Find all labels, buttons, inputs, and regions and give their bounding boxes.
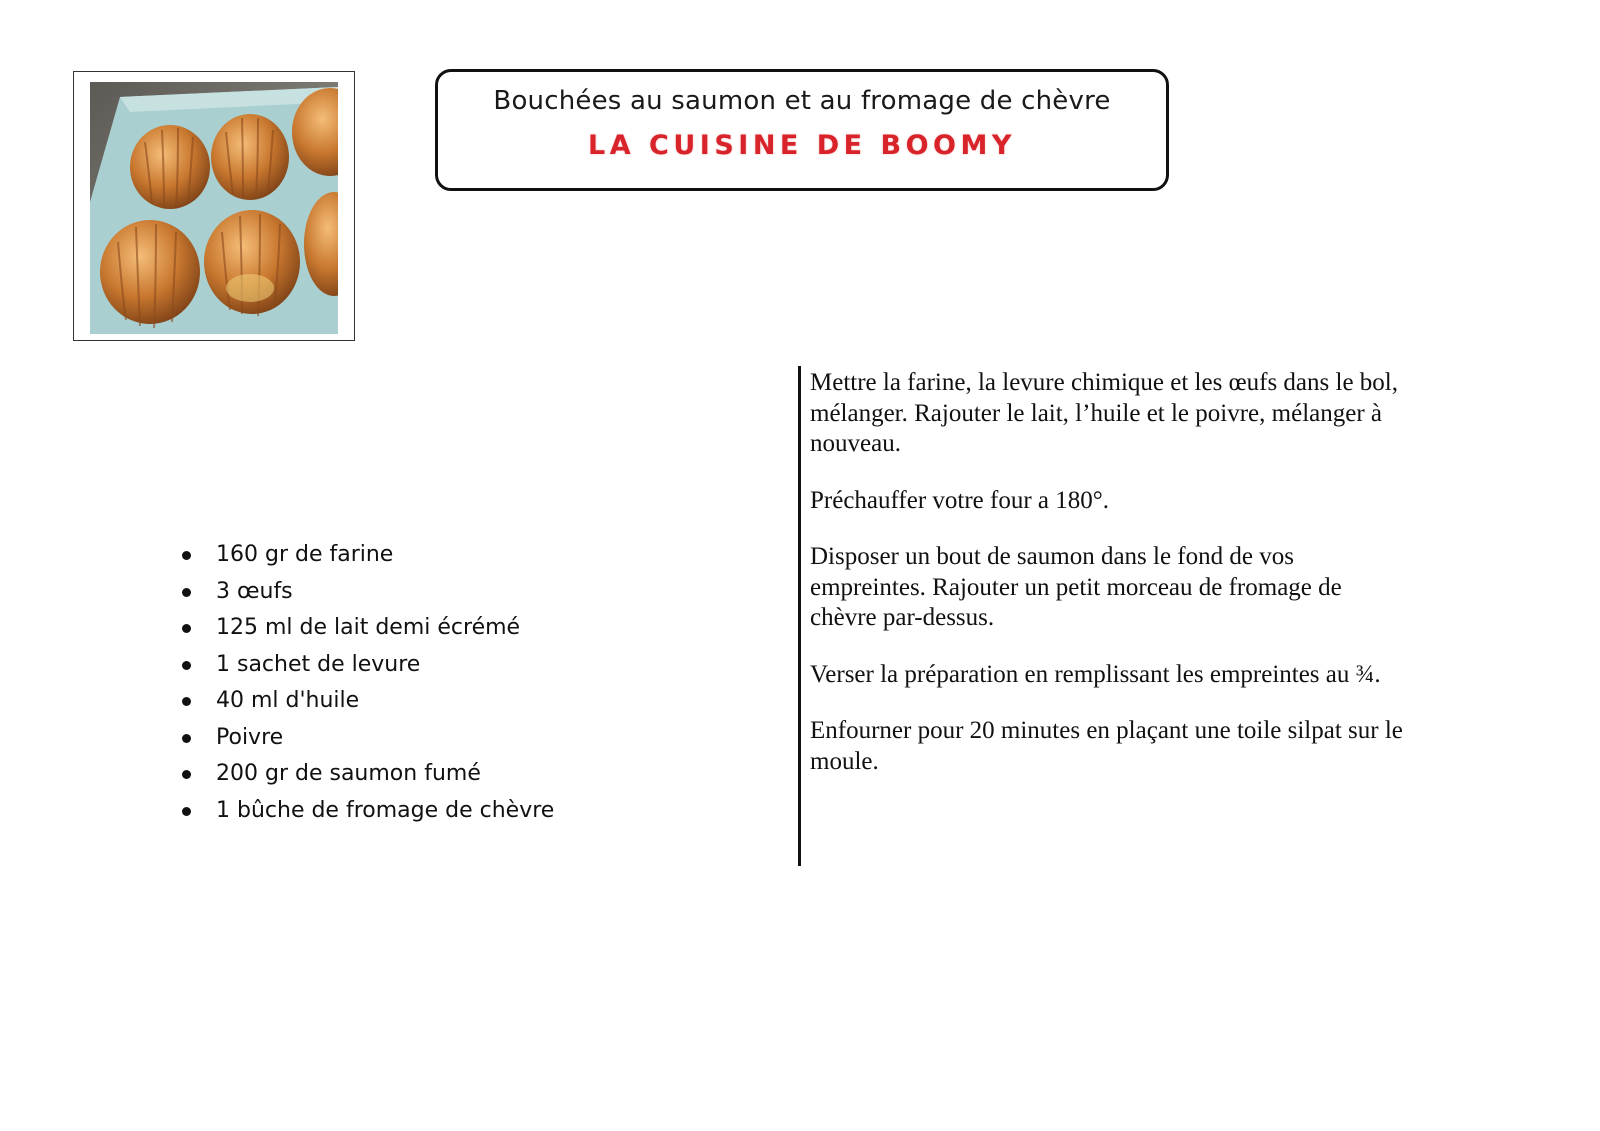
recipe-header xyxy=(435,69,1169,191)
list-item xyxy=(180,683,554,720)
muffin-shape xyxy=(211,114,289,200)
step-paragraph: Préchauffer votre four a 180°. xyxy=(810,486,1109,514)
ingredient-text: 160 gr de farine xyxy=(216,542,394,567)
bullet-icon xyxy=(182,588,191,597)
ingredient-text: 1 bûche de fromage de chèvre xyxy=(216,797,555,823)
list-item xyxy=(180,793,554,830)
step-paragraph: Enfourner pour 20 minutes en plaçant une toile silpat sur le moule. xyxy=(810,717,1403,775)
list-item xyxy=(180,720,554,757)
bullet-icon xyxy=(182,734,191,743)
step-paragraph: Verser la préparation en remplissant les empreintes au ¾. xyxy=(810,660,1381,688)
list-item xyxy=(180,756,554,793)
ingredient-text: 200 gr de saumon fumé xyxy=(216,761,481,786)
ingredient-text: Poivre xyxy=(216,724,284,750)
step-paragraph: Mettre la farine, la levure chimique et les œufs dans le bol, mélanger. Rajouter le lait, l’huile et le poivre, mélanger à nouveau. xyxy=(810,369,1398,457)
muffin-shape xyxy=(130,125,210,209)
list-item xyxy=(180,647,554,684)
ingredient-text: 40 ml d'huile xyxy=(216,688,360,713)
recipe-photo-muffins-icon xyxy=(90,82,338,334)
bullet-icon xyxy=(182,624,191,633)
preparation-steps xyxy=(810,368,1410,803)
column-divider xyxy=(798,366,801,866)
recipe-photo-frame xyxy=(73,71,355,341)
bullet-icon xyxy=(182,661,191,670)
ingredient-text: 1 sachet de levure xyxy=(216,651,421,677)
ingredient-text: 125 ml de lait demi écrémé xyxy=(216,615,521,640)
step-paragraph: Disposer un bout de saumon dans le fond de vos empreintes. Rajouter un petit morceau de fromage de chèvre par-dessus. xyxy=(810,543,1342,631)
bullet-icon xyxy=(182,807,191,816)
list-item xyxy=(180,537,554,574)
recipe-title: Bouchées au saumon et au fromage de chèvre xyxy=(493,86,1111,116)
blog-name: LA CUISINE DE BOOMY xyxy=(588,130,1016,161)
ingredient-text: 3 œufs xyxy=(216,578,293,604)
list-item xyxy=(180,610,554,647)
bullet-icon xyxy=(182,551,191,560)
bullet-icon xyxy=(182,770,191,779)
list-item xyxy=(180,574,554,611)
ingredients-list xyxy=(180,537,554,829)
bullet-icon xyxy=(182,697,191,706)
